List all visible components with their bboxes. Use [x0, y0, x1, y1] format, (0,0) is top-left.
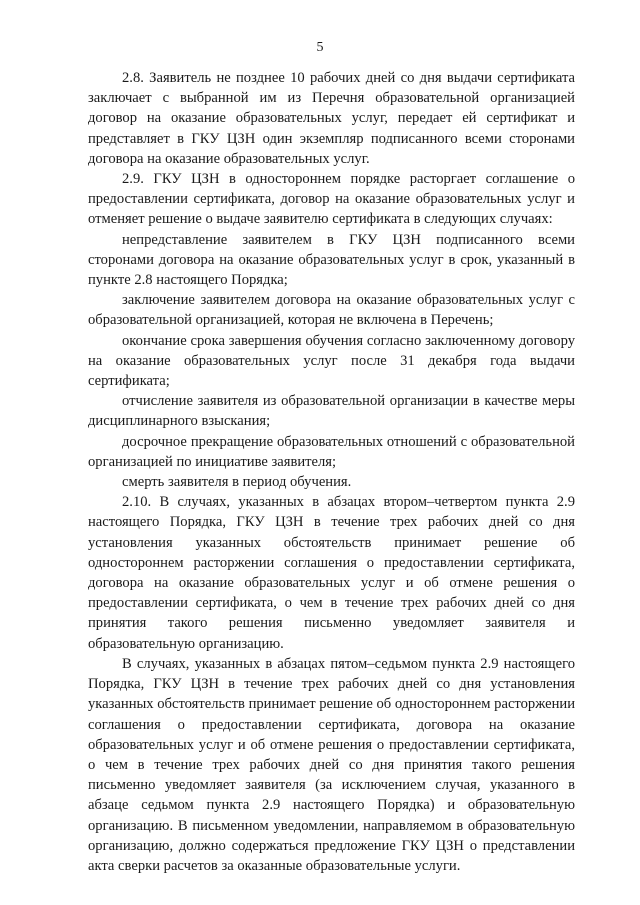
paragraph-2-8: 2.8. Заявитель не позднее 10 рабочих дней со дня выдачи сертификата заключает с выбранной им из Перечня образовательной организацией договор на оказание образовательных услуг, передает ей сертификат и представляет в ГКУ ЦЗН один экземпляр подписанного всеми сторонами договора на оказание образовательных услуг.: [88, 70, 575, 167]
page-number: 5: [316, 40, 324, 55]
document-body: [88, 68, 575, 876]
case-item-3: окончание срока завершения обучения согласно заключенному договору на оказание образовательных услуг после 31 декабря года выдачи сертификата;: [88, 332, 575, 390]
case-item-1: непредставление заявителем в ГКУ ЦЗН подписанного всеми сторонами договора на оказание образовательных услуг в срок, указанный в пункте 2.8 настоящего Порядка;: [88, 231, 575, 289]
case-item-6: смерть заявителя в период обучения.: [122, 474, 352, 491]
case-item-2: заключение заявителем договора на оказание образовательных услуг с образовательной организацией, которая не включена в Перечень;: [88, 292, 575, 329]
case-item-4: отчисление заявителя из образовательной организации в качестве меры дисциплинарного взыскания;: [88, 393, 575, 430]
paragraph-2-9: 2.9. ГКУ ЦЗН в одностороннем порядке расторгает соглашение о предоставлении сертификата, договор на оказание образовательных услуг и отменяет решение о выдаче заявителю сертификата в следующих случаях:: [88, 171, 575, 228]
paragraph-2-10: 2.10. В случаях, указанных в абзацах втором–четвертом пункта 2.9 настоящего Порядка, ГКУ ЦЗН в течение трех рабочих дней со дня установления указанных обстоятельств принимает решение об одностороннем расторжении соглашения о предоставлении сертификата, договора на оказание образовательных услуг и об отмене решения о предоставлении сертификата, о чем в течение трех рабочих дней со дня принятия такого решения письменно уведомляет заявителя и образовательную организацию.: [88, 494, 575, 652]
case-item-5: досрочное прекращение образовательных отношений с образовательной организацией по инициативе заявителя;: [88, 433, 575, 470]
paragraph-2-10-second: В случаях, указанных в абзацах пятом–седьмом пункта 2.9 настоящего Порядка, ГКУ ЦЗН в течение трех рабочих дней со дня установления указанных обстоятельств принимает решение об одностороннем расторжении соглашения о предоставлении сертификата, договора на оказание образовательных услуг и об отмене решения о предоставлении сертификата, о чем в течение трех рабочих дней со дня принятия такого решения письменно уведомляет заявителя (за исключением случая, указанного в абзаце седьмом пункта 2.9 настоящего Порядка) и образовательную организацию. В письменном уведомлении, направляемом в образовательную организацию, должно содержаться предложение ГКУ ЦЗН о представлении акта сверки расчетов за оказанные образовательные услуги.: [88, 655, 575, 874]
